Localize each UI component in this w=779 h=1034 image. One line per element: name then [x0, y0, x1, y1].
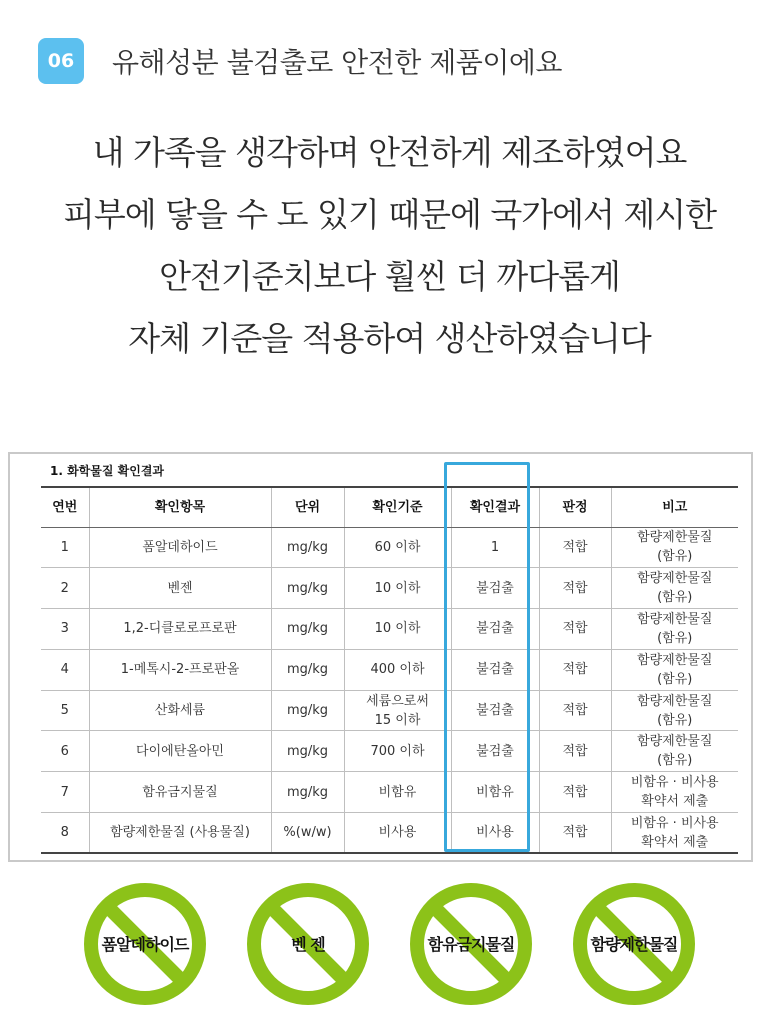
- table-cell: 적합: [539, 731, 611, 772]
- table-cell: 4: [41, 649, 89, 690]
- table-cell: 폼알데하이드: [89, 527, 271, 568]
- table-cell: mg/kg: [271, 690, 344, 731]
- table-cell: 10 이하: [344, 609, 451, 650]
- table-caption: 1. 화학물질 확인결과: [50, 464, 165, 478]
- table-row: [41, 609, 738, 650]
- table-cell: 적합: [539, 609, 611, 650]
- table-cell: 1,2-디클로로프로판: [89, 609, 271, 650]
- table-cell: 비사용: [344, 813, 451, 854]
- section-number-badge: 06: [38, 38, 84, 84]
- table-row: [41, 813, 738, 854]
- table-cell: %(w/w): [271, 813, 344, 854]
- table-header-cell: 판정: [539, 487, 611, 527]
- no-substance-icons: [0, 880, 779, 1015]
- table-cell: 함량제한물질 (함유): [611, 731, 738, 772]
- table-cell: mg/kg: [271, 568, 344, 609]
- table-cell: 비함유 · 비사용 확약서 제출: [611, 772, 738, 813]
- table-cell: mg/kg: [271, 772, 344, 813]
- table-cell: 1: [451, 527, 539, 568]
- table-header-cell: 비고: [611, 487, 738, 527]
- table-cell: 1-메톡시-2-프로판올: [89, 649, 271, 690]
- table-header-row: [41, 487, 738, 527]
- table-cell: 400 이하: [344, 649, 451, 690]
- table-row: [41, 649, 738, 690]
- prohibited-substance-icon: [407, 880, 535, 1008]
- table-cell: 10 이하: [344, 568, 451, 609]
- prohibited-substance-icon: [81, 880, 209, 1008]
- prohibited-substance-icon: [244, 880, 372, 1008]
- table-cell: 불검출: [451, 649, 539, 690]
- table-cell: 불검출: [451, 731, 539, 772]
- table-cell: 3: [41, 609, 89, 650]
- table-header-cell: 단위: [271, 487, 344, 527]
- table-cell: 1: [41, 527, 89, 568]
- table-cell: 함량제한물질 (함유): [611, 690, 738, 731]
- table-cell: 산화세륨: [89, 690, 271, 731]
- table-row: [41, 568, 738, 609]
- prohibited-substance-label: 벤 젠: [291, 935, 325, 954]
- table-header-cell: 연번: [41, 487, 89, 527]
- table-cell: 함유금지물질: [89, 772, 271, 813]
- table-cell: 적합: [539, 772, 611, 813]
- prohibited-substance-label: 함량제한물질: [590, 935, 678, 954]
- table-cell: 적합: [539, 690, 611, 731]
- table-cell: 60 이하: [344, 527, 451, 568]
- table-cell: 적합: [539, 813, 611, 854]
- table-cell: 7: [41, 772, 89, 813]
- intro-line-3: 안전기준치보다 훨씬 더 까다롭게: [159, 257, 620, 296]
- table-row: [41, 731, 738, 772]
- table-cell: 세륨으로써 15 이하: [344, 690, 451, 731]
- intro-line-1: 내 가족을 생각하며 안전하게 제조하였어요: [92, 133, 687, 172]
- table-cell: 불검출: [451, 690, 539, 731]
- table-cell: 함량제한물질 (함유): [611, 609, 738, 650]
- table-cell: 700 이하: [344, 731, 451, 772]
- table-cell: mg/kg: [271, 527, 344, 568]
- table-cell: 적합: [539, 527, 611, 568]
- table-header-cell: 확인항목: [89, 487, 271, 527]
- intro-line-2: 피부에 닿을 수 도 있기 때문에 국가에서 제시한: [62, 195, 717, 234]
- table-row: [41, 772, 738, 813]
- table-header-cell: 확인기준: [344, 487, 451, 527]
- table-cell: 불검출: [451, 609, 539, 650]
- table-header-cell: 확인결과: [451, 487, 539, 527]
- table-row: [41, 527, 738, 568]
- table-cell: 8: [41, 813, 89, 854]
- table-cell: 적합: [539, 568, 611, 609]
- chemical-results-table: [41, 486, 738, 854]
- chemical-test-table-image: [8, 452, 753, 862]
- prohibited-substance-label: 폼알데하이드: [101, 935, 189, 954]
- table-cell: 비사용: [451, 813, 539, 854]
- section-header: [38, 38, 562, 84]
- table-cell: 6: [41, 731, 89, 772]
- table-cell: 함량제한물질 (사용물질): [89, 813, 271, 854]
- table-cell: 벤젠: [89, 568, 271, 609]
- table-cell: 5: [41, 690, 89, 731]
- section-title: 유해성분 불검출로 안전한 제품이에요: [112, 46, 562, 79]
- table-body: [41, 527, 738, 853]
- prohibited-substance-label: 함유금지물질: [427, 935, 515, 954]
- table-cell: 적합: [539, 649, 611, 690]
- table-cell: mg/kg: [271, 649, 344, 690]
- prohibited-substance-icon: [570, 880, 698, 1008]
- table-cell: 비함유: [451, 772, 539, 813]
- table-row: [41, 690, 738, 731]
- table-cell: mg/kg: [271, 731, 344, 772]
- intro-line-4: 자체 기준을 적용하여 생산하였습니다: [128, 319, 651, 358]
- table-cell: 2: [41, 568, 89, 609]
- table-cell: mg/kg: [271, 609, 344, 650]
- intro-text: [0, 122, 779, 370]
- table-cell: 비함유 · 비사용 확약서 제출: [611, 813, 738, 854]
- table-cell: 함량제한물질 (함유): [611, 649, 738, 690]
- table-cell: 다이에탄올아민: [89, 731, 271, 772]
- table-cell: 함량제한물질 (함유): [611, 568, 738, 609]
- table-cell: 불검출: [451, 568, 539, 609]
- table-cell: 함량제한물질 (함유): [611, 527, 738, 568]
- table-cell: 비함유: [344, 772, 451, 813]
